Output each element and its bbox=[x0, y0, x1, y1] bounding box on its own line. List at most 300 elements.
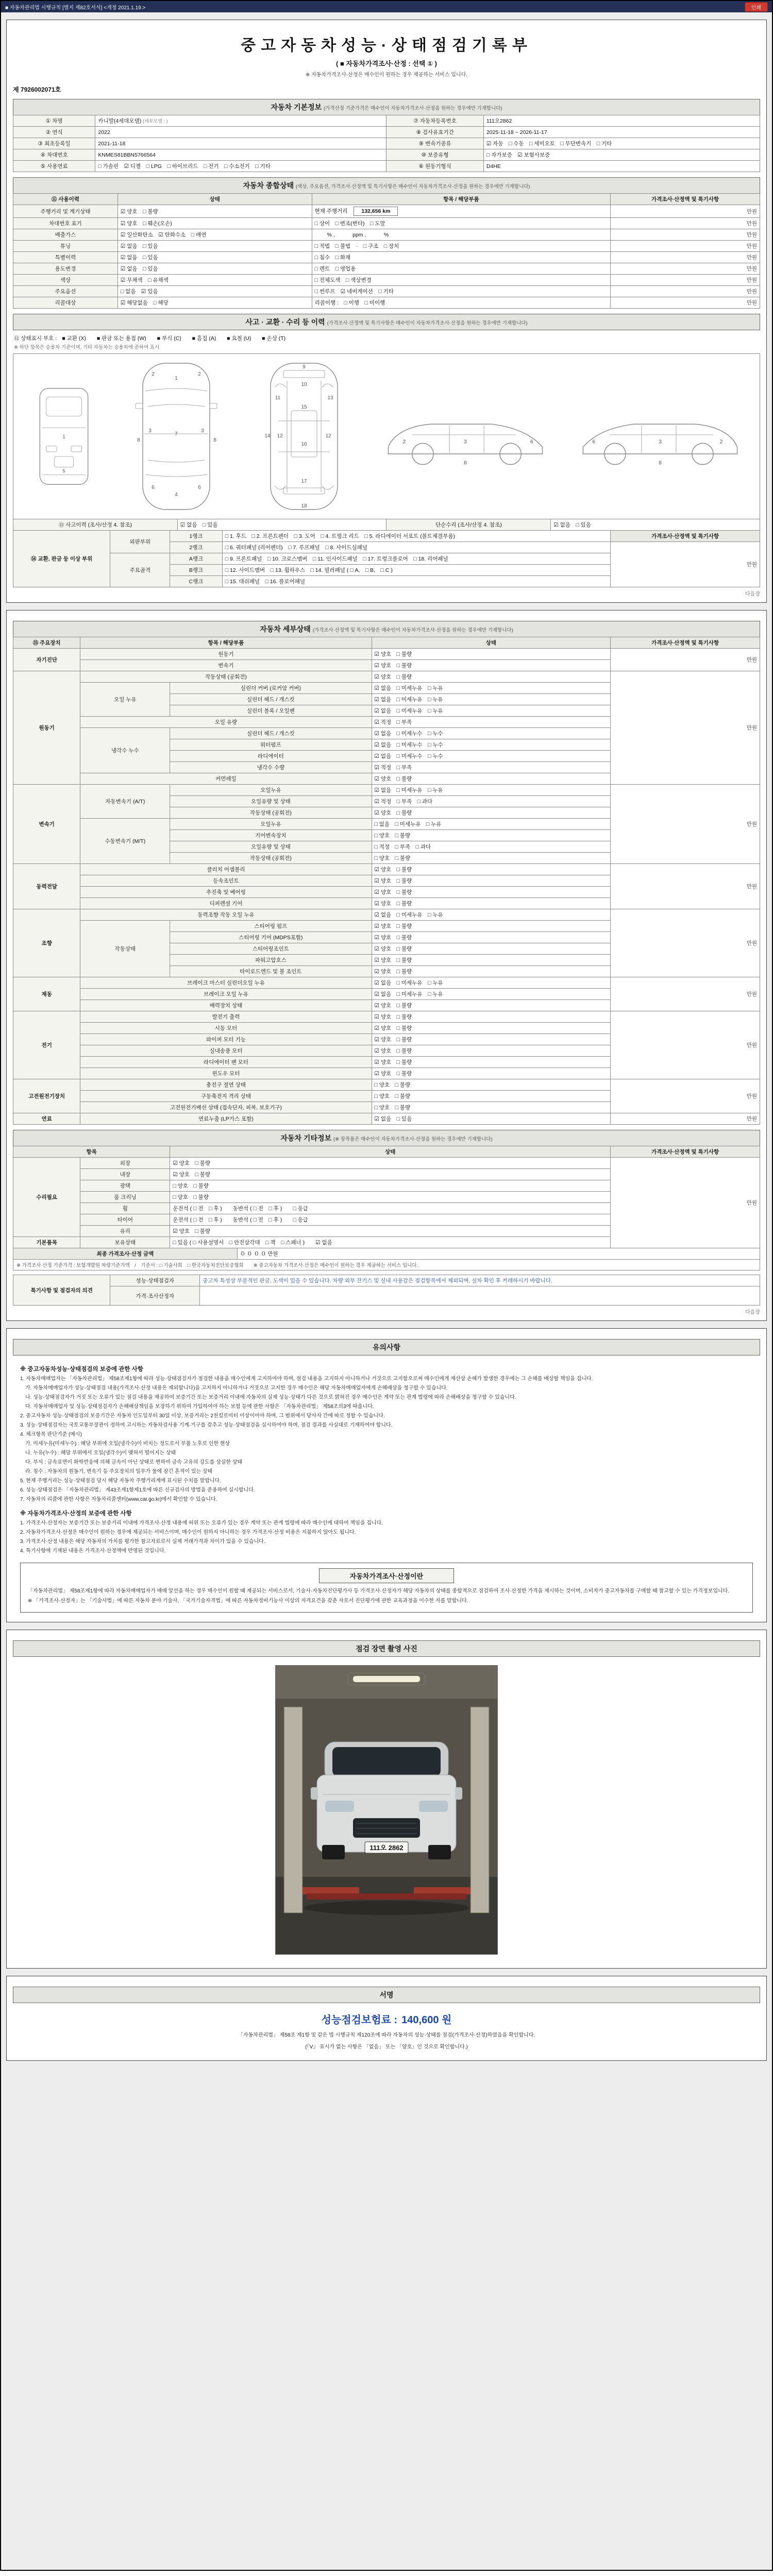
notes-heading-2: ※ 자동차가격조사·산정의 보증에 관한 사항 bbox=[20, 1511, 132, 1517]
section-misc-header bbox=[13, 1130, 760, 1146]
item-cell: □ 상이 □ 변조(변타) □ 도말 bbox=[312, 218, 611, 229]
col-header: 항목 / 해당부품 bbox=[312, 194, 611, 205]
item-cell: 작동상태 (공회전) bbox=[170, 807, 372, 819]
field-label: ⑦ 자동차등록번호 bbox=[386, 115, 483, 127]
document-header bbox=[13, 25, 760, 80]
item-cell: 와이퍼 모터 기능 bbox=[80, 1034, 372, 1045]
status-cell: ☑ 양호 □ 불량 bbox=[372, 660, 611, 671]
table-row bbox=[13, 977, 760, 989]
section-detail-title: 자동차 세부상태 bbox=[260, 625, 311, 633]
item-cell: 발전기 출력 bbox=[80, 1011, 372, 1023]
panel-number: 9 bbox=[303, 364, 306, 370]
status-cell: ☑ 양호 □ 불량 bbox=[372, 1057, 611, 1068]
table-row bbox=[13, 241, 760, 252]
item-cell: 고전원전기배선 상태 (접속단자, 피복, 보호기구) bbox=[80, 1102, 372, 1113]
item-cell: 기어변속장치 bbox=[170, 830, 372, 841]
table-header-row bbox=[13, 637, 760, 649]
price-cell: 만원 bbox=[611, 542, 760, 587]
status-cell: ☑ 없음 □ 미세누유 □ 누유 bbox=[372, 909, 611, 921]
note-paragraph: 나. 누유(누수) : 해당 부위에서 오일(냉각수)이 맺혀서 떨어지는 상태 bbox=[20, 1450, 176, 1456]
item-cell: 실린더 블록 / 오일팬 bbox=[170, 705, 372, 717]
section-notes-title: 유의사항 bbox=[372, 1343, 401, 1351]
rank-items: □ 12. 사이드멤버 □ 13. 휠하우스 □ 14. 필러패널 ( □ A, □ B, □ C ) bbox=[222, 565, 610, 576]
field-label: ④ 차대번호 bbox=[13, 149, 95, 161]
section-photo-header bbox=[13, 1640, 760, 1657]
col-header: ⑮ 주요장치 bbox=[13, 637, 80, 649]
status-cell: ☑ 양호 □ 불량 bbox=[372, 1011, 611, 1023]
item-cell: 디퍼렌셜 기어 bbox=[80, 898, 372, 909]
panel-number: 2 bbox=[719, 439, 723, 445]
status-cell: ☑ 없음 □ 있음 bbox=[177, 519, 386, 531]
simple-repair-label: 단순수리 (조사/산정 4. 참조) bbox=[386, 519, 551, 531]
status-cell: □ 없음 □ 미세누유 □ 누유 bbox=[372, 819, 611, 830]
field-label: ⑧ 검사유효기간 bbox=[386, 127, 483, 138]
panel-detail-misc bbox=[6, 610, 767, 1321]
col-header: 항목 bbox=[13, 1146, 170, 1158]
section-basic-header bbox=[13, 99, 760, 115]
status-cell: ☑ 없음 □ 있음 bbox=[117, 263, 312, 275]
item-cell: 오일 유량 bbox=[80, 717, 372, 728]
rank-cell: 2랭크 bbox=[170, 542, 222, 553]
parts-section-label: ⑭ 교환, 판금 등 이상 부위 bbox=[13, 531, 110, 587]
mileage-value: 132,656 km bbox=[354, 207, 398, 216]
device-group: 조향 bbox=[13, 909, 80, 977]
item-cell: 라디에이터 bbox=[170, 751, 372, 762]
overall-status-table bbox=[13, 193, 760, 309]
table-row bbox=[13, 1011, 760, 1023]
panel-number: 14 bbox=[264, 433, 271, 439]
appraiser-comment bbox=[200, 1286, 760, 1306]
outer-panel-label: 외판부위 bbox=[110, 531, 170, 553]
subgroup-cell: 자동변속기 (A/T) bbox=[80, 785, 170, 819]
item-cell: 파워고압호스 bbox=[170, 955, 372, 966]
price-cell: 만원 bbox=[611, 229, 760, 241]
status-cell: ☑ 없음 □ 있음 bbox=[117, 252, 312, 263]
panel-number: 4 bbox=[175, 492, 178, 498]
status-cell: ☑ 양호 □ 불량 bbox=[372, 864, 611, 875]
next-page-label: 다음장 bbox=[745, 1310, 760, 1315]
col-header: 가격조사·산정액 및 특기사항 bbox=[611, 1146, 760, 1158]
mileage-label: 현재 주행거리 bbox=[314, 208, 348, 214]
price-cell: 만원 bbox=[611, 977, 760, 1011]
status-cell: ☑ 양호 □ 불량 bbox=[117, 205, 312, 218]
status-cell: □ 없음 ☑ 있음 bbox=[117, 286, 312, 297]
panel-number: 17 bbox=[301, 479, 307, 484]
inspection-premium bbox=[322, 2011, 452, 2026]
inspector-comment: 중고차 특성상 부분적인 판금, 도색이 있을 수 있습니다. 차량 외부 잔기스 및 실내 사용감은 점검항목에서 제외되며, 실차 확인 후 거래하시기 바랍니다. bbox=[200, 1275, 760, 1286]
table-row bbox=[13, 127, 760, 138]
rank-items: □ 9. 프론트패널 □ 10. 크로스멤버 □ 11. 인사이드패널 □ 17. 트렁크플로어 □ 18. 리어패널 bbox=[222, 553, 610, 565]
table-row bbox=[13, 1113, 760, 1125]
price-cell: 만원 bbox=[611, 785, 760, 864]
rank-items: □ 1. 후드 □ 2. 프론트펜더 □ 3. 도어 □ 4. 트렁크 리드 □ 5. 라디에이터 서포트 (볼트체결부품) bbox=[222, 531, 610, 542]
info-box-title: 자동차가격조사·산정이란 bbox=[319, 1568, 454, 1583]
frame-label: 주요골격 bbox=[110, 553, 170, 587]
status-cell: ☑ 일산화탄소 ☑ 탄화수소 □ 매연 bbox=[117, 229, 312, 241]
price-cell: 만원 bbox=[611, 263, 760, 275]
status-cell: ☑ 없음 □ 있음 bbox=[117, 241, 312, 252]
panel-number: 8 bbox=[659, 460, 662, 466]
remarks-label: 특기사항 및 점검자의 의견 bbox=[13, 1275, 110, 1306]
section-overall-title: 자동차 종합상태 bbox=[243, 181, 294, 190]
row-label: 주요옵션 bbox=[13, 286, 118, 297]
note-paragraph: 라. 침수 : 자동차의 원동기, 변속기 등 주요장치의 일부가 물에 잠긴 흔적이 있는 상태 bbox=[20, 1469, 213, 1475]
col-header: 상태 bbox=[170, 1146, 611, 1158]
field-label: ② 연식 bbox=[13, 127, 95, 138]
item-cell: 오일유량 및 상태 bbox=[170, 841, 372, 853]
status-cell: ☑ 없음 □ 미세누유 □ 누유 bbox=[372, 977, 611, 989]
field-label: ③ 최초등록일 bbox=[13, 138, 95, 149]
device-group: 원동기 bbox=[13, 671, 80, 785]
car-diagram-left-side bbox=[380, 400, 550, 472]
table-row bbox=[13, 205, 760, 218]
appraiser-role: 가격·조사산정자 bbox=[110, 1286, 200, 1306]
item-cell: □ 적법 □ 불법 · □ 구조 □ 장치 bbox=[312, 241, 611, 252]
section-overall-header bbox=[13, 177, 760, 194]
item-cell: □ 렌트 □ 영업용 bbox=[312, 263, 611, 275]
panel-number: 3 bbox=[659, 439, 662, 445]
table-row bbox=[13, 275, 760, 286]
item-cell: 동력조향 작동 오일 누유 bbox=[80, 909, 372, 921]
item-cell: 휠 bbox=[80, 1203, 170, 1214]
status-cell: ☑ 없음 □ 미세누수 □ 누수 bbox=[372, 739, 611, 751]
device-group: 전기 bbox=[13, 1011, 80, 1079]
status-cell: ☑ 양호 □ 불량 bbox=[372, 1045, 611, 1057]
info-box-note: ※ 「가격조사·산정자」는 「기술사법」에 따른 자동차 분야 기술사, 「국가기술자격법」에 따른 자동차정비기능사 이상의 자격요건을 갖춘 자로서 진단평가에 관한 교육과정을 이수한 자를 말합니다. bbox=[28, 1598, 468, 1604]
row-label: 리콜대상 bbox=[13, 297, 118, 309]
premium-label: 성능점검보험료 : bbox=[321, 2014, 398, 2026]
table-row bbox=[13, 1286, 760, 1306]
note-paragraph: 가. 자동차매매업자가 성능·상태점검 내용(가격조사·산정 내용은 제외합니다)을 고지하지 아니하거나 거짓으로 고지한 경우 매수인은 해당 자동차매매업자에게 손해배상을 청구할 수 있습니다. bbox=[20, 1385, 448, 1391]
inspection-photo-wrap bbox=[13, 1657, 760, 1963]
rank-cell: B랭크 bbox=[170, 565, 222, 576]
status-cell: ☑ 적정 □ 부족 bbox=[372, 762, 611, 773]
device-group: 고전원전기장치 bbox=[13, 1079, 80, 1113]
table-row bbox=[13, 229, 760, 241]
field-label: ① 차명 bbox=[13, 115, 95, 127]
status-cell: ☑ 없음 □ 미세누수 □ 누수 bbox=[372, 728, 611, 739]
mileage-cell bbox=[312, 205, 611, 218]
item-cell: 보유상태 bbox=[80, 1237, 170, 1248]
table-row bbox=[13, 286, 760, 297]
item-cell: □ 썬루프 ☑ 네비게이션 □ 기타 bbox=[312, 286, 611, 297]
field-value: ☑ 자동 □ 수동 □ 세미오토 □ 무단변속기 □ 기타 bbox=[483, 138, 760, 149]
rank-cell: A랭크 bbox=[170, 553, 222, 565]
item-cell: □ 침수 □ 화재 bbox=[312, 252, 611, 263]
status-cell: ☑ 무채색 □ 유채색 bbox=[117, 275, 312, 286]
table-row bbox=[13, 531, 760, 542]
field-value: □ 자가보증 ☑ 보험사보증 bbox=[483, 149, 760, 161]
status-cell: ☑ 없음 □ 미세누유 □ 누유 bbox=[372, 785, 611, 796]
price-appraisal-info-box bbox=[20, 1563, 753, 1613]
inspector-role: 성능·상태점검자 bbox=[110, 1275, 200, 1286]
item-cell: 오일누유 bbox=[170, 819, 372, 830]
table-row bbox=[13, 909, 760, 921]
panel-number: 1 bbox=[62, 434, 65, 439]
panel-number: 18 bbox=[301, 503, 307, 509]
row-label: 차대번호 표기 bbox=[13, 218, 118, 229]
price-cell: 만원 bbox=[611, 671, 760, 785]
device-group: 자기진단 bbox=[13, 649, 80, 671]
basic-info-table bbox=[13, 115, 760, 172]
price-cell: 만원 bbox=[611, 649, 760, 671]
status-cell: □ 적정 □ 부족 □ 과다 bbox=[372, 841, 611, 853]
item-cell: 실린더 헤드 / 개스킷 bbox=[170, 728, 372, 739]
subgroup-cell: 작동상태 bbox=[80, 921, 170, 977]
status-cell: ☑ 적정 □ 부족 bbox=[372, 717, 611, 728]
state-symbol-legend: ⑫ 상태표시 부호 : ■ 교환 (X) ■ 판금 또는 용접 (W) ■ 부식 (C) ■ 흠집 (A) ■ 요철 (U) ■ 손상 (T) bbox=[14, 335, 286, 342]
panel-photo bbox=[6, 1630, 767, 1969]
state-symbol-legend-note: ※ 하단 항목은 승용차 기준이며, 기타 자동차는 승용차에 준하여 표시 bbox=[14, 345, 160, 350]
section-basic-title: 자동차 기본정보 bbox=[271, 103, 322, 111]
row-label: 용도변경 bbox=[13, 263, 118, 275]
section-accident-note: (가격조사·산정액 및 특기사항은 매수인이 자동차가격조사·산정을 원하는 경우에만 기재합니다) bbox=[327, 320, 528, 326]
table-row bbox=[13, 115, 760, 127]
status-cell: □ 양호 □ 불량 bbox=[170, 1180, 611, 1192]
price-cell: 만원 bbox=[611, 297, 760, 309]
table-row bbox=[13, 297, 760, 309]
table-row bbox=[13, 1275, 760, 1286]
row-label: 특별이력 bbox=[13, 252, 118, 263]
device-group: 제동 bbox=[13, 977, 80, 1011]
section-detail-note: (가격조사·산정액 및 특기사항은 매수인이 자동차가격조사·산정을 원하는 경우에만 기재합니다) bbox=[312, 628, 513, 633]
table-header-row bbox=[13, 194, 760, 205]
price-cell: 만원 bbox=[611, 218, 760, 229]
car-diagram-top bbox=[125, 359, 228, 514]
status-cell: ☑ 양호 □ 불량 bbox=[372, 671, 611, 683]
item-cell: 타이어 bbox=[80, 1214, 170, 1226]
table-row bbox=[13, 138, 760, 149]
item-cell: 실린더 헤드 / 개스킷 bbox=[170, 694, 372, 705]
final-price-value: ０ ０ ０ ０ 만원 bbox=[237, 1248, 760, 1260]
table-row bbox=[13, 864, 760, 875]
item-cell: 냉각수 수량 bbox=[170, 762, 372, 773]
section-basic-note: (가격산정 기준가격은 매수인이 자동차가격조사·산정을 원하는 경우에만 기재합니다) bbox=[323, 106, 502, 111]
table-row bbox=[13, 263, 760, 275]
panel-number: 1 bbox=[175, 376, 178, 381]
form-reference-text: ■ 자동차관리법 시행규칙 [별지 제82호서식] <개정 2021.1.19.> bbox=[5, 5, 146, 11]
panel-number: 11 bbox=[275, 395, 281, 401]
item-cell: 구동축전지 격리 상태 bbox=[80, 1091, 372, 1102]
license-plate: 111오 2862 bbox=[369, 1844, 404, 1852]
status-cell: ☑ 양호 □ 불량 bbox=[372, 1068, 611, 1079]
item-cell: 브레이크 마스터 실린더오일 누유 bbox=[80, 977, 372, 989]
field-value: D4HE bbox=[483, 161, 760, 172]
section-detail-header bbox=[13, 621, 760, 637]
note-paragraph: 3. 성능·상태점검자는 국토교통부장관이 정하여 고시하는 자동차검사용 기계·기구를 갖추고 성능·상태점검을 실시하여야 하며, 점검 결과를 사실대로 기재하여야 합니다. bbox=[20, 1422, 393, 1428]
item-cell: 원동기 bbox=[80, 649, 372, 660]
note-paragraph: 다. 자동차매매업자 및 성능·상태점검자가 손해배상책임을 보장하기 위하여 가입하여야 하는 보험 등에 관한 사항은 「자동차관리법」 제58조의3에 따릅니다. bbox=[20, 1404, 374, 1410]
table-row bbox=[13, 218, 760, 229]
table-row bbox=[13, 649, 760, 660]
note-paragraph: 7. 자동차의 리콜에 관한 사항은 자동차리콜센터(www.car.go.kr)에서 확인할 수 있습니다. bbox=[20, 1497, 217, 1502]
status-cell: ☑ 양호 □ 불량 bbox=[170, 1158, 611, 1169]
panel-basic-overall-accident bbox=[6, 20, 767, 603]
panel-number: 8 bbox=[464, 460, 467, 466]
price-cell: 만원 bbox=[611, 1113, 760, 1125]
table-row bbox=[13, 785, 760, 796]
signature-body bbox=[13, 2003, 760, 2055]
field-value: 카니발(4세대모델) (세부모델 : ) bbox=[95, 115, 386, 127]
price-cell: 만원 bbox=[611, 252, 760, 263]
note-paragraph: 1. 가격조사·산정자는 보증기간 또는 보증거리 이내에 가격조사·산정 내용에 허위 또는 오류가 있는 경우 계약 또는 관계 법령에 따라 매수인에 대하여 책임을 집니다. bbox=[20, 1520, 383, 1526]
price-cell: 만원 bbox=[611, 1011, 760, 1079]
panel-number: 16 bbox=[301, 442, 307, 447]
field-value: 2021-11-18 bbox=[95, 138, 386, 149]
section-misc-title: 자동차 기타정보 bbox=[280, 1134, 332, 1142]
item-cell: % , ppm , % bbox=[312, 229, 611, 241]
final-price-note: ※ 가격조사·산정 기준가격 : 보험개발원 차량기준가액 / 기준서 : □ 기술사회 □ 한국자동차진단보증협회 ※ 중고자동차 가격조사·산정은 매수인이 원하는 경우 제공하는 서비스 입니다. bbox=[13, 1260, 760, 1270]
status-cell: ☑ 양호 □ 불량 bbox=[170, 1226, 611, 1237]
car-diagram-front bbox=[28, 369, 100, 503]
accident-history-table bbox=[13, 519, 760, 531]
field-value: 111오2862 bbox=[483, 115, 760, 127]
car-diagram-underbody bbox=[253, 359, 356, 514]
field-label: ⑩ 보증유형 bbox=[386, 149, 483, 161]
panel-notes bbox=[6, 1328, 767, 1622]
item-cell: 배력장치 상태 bbox=[80, 1000, 372, 1011]
status-cell: ☑ 양호 □ 불량 bbox=[372, 943, 611, 955]
field-value: 2022 bbox=[95, 127, 386, 138]
status-cell: □ 양호 □ 불량 bbox=[372, 853, 611, 864]
print-button[interactable]: 인쇄 bbox=[745, 2, 768, 12]
misc-group: 수리필요 bbox=[13, 1158, 80, 1237]
status-cell: ☑ 양호 □ 불량 bbox=[372, 898, 611, 909]
col-header: 상태 bbox=[117, 194, 312, 205]
item-cell: 내장 bbox=[80, 1169, 170, 1180]
remarks-table bbox=[13, 1275, 760, 1306]
panel-number: 10 bbox=[301, 382, 307, 387]
panel-number: 2 bbox=[198, 371, 201, 377]
status-cell: ☑ 양호 □ 불량 bbox=[372, 1034, 611, 1045]
status-cell: 운전석 ( □ 전 □ 후 ) 동반석 ( □ 전 □ 후 ) □ 응급 bbox=[170, 1214, 611, 1226]
note-paragraph: 2. 자동차가격조사·산정은 매수인이 원하는 경우에 제공되는 서비스이며, 매수인이 원하지 아니하는 경우 가격조사·산정 비용은 지불하지 않아도 됩니다. bbox=[20, 1530, 356, 1535]
final-price-label: 최종 가격조사·산정 금액 bbox=[13, 1248, 238, 1260]
note-paragraph: 4. 특기사항에 기재된 내용은 가격조사·산정액에 반영된 것입니다. bbox=[20, 1548, 166, 1554]
title-note: ※ 자동차가격조사·산정은 매수인이 원하는 경우 제공하는 서비스 입니다. bbox=[305, 72, 468, 78]
table-row bbox=[13, 161, 760, 172]
table-row bbox=[13, 149, 760, 161]
item-cell: 스티어링조인트 bbox=[170, 943, 372, 955]
item-cell: 충전구 절연 상태 bbox=[80, 1079, 372, 1091]
car-diagram-right-side bbox=[575, 400, 745, 472]
col-header: 가격조사·산정액 및 특기사항 bbox=[611, 637, 760, 649]
col-header: ⑪ 사용이력 bbox=[13, 194, 118, 205]
row-label: 주행거리 및 계기상태 bbox=[13, 205, 118, 218]
panel-number: 5 bbox=[62, 468, 65, 473]
price-cell: 만원 bbox=[611, 1158, 760, 1248]
field-value: □ 가솔린 ☑ 디젤 □ LPG □ 하이브리드 □ 전기 □ 수소전기 □ 기타 bbox=[95, 161, 386, 172]
status-cell: ☑ 없음 □ 미세누유 □ 누유 bbox=[372, 989, 611, 1000]
item-cell: 유리 bbox=[80, 1226, 170, 1237]
device-group: 연료 bbox=[13, 1113, 80, 1125]
panel-number: 3 bbox=[464, 439, 467, 445]
status-cell: ☑ 양호 □ 불량 bbox=[372, 955, 611, 966]
price-cell: 만원 bbox=[611, 286, 760, 297]
item-cell: 실린더 커버 (로커암 커버) bbox=[170, 683, 372, 694]
signature-note: (『Ⅴ』 표시가 없는 사항은 「없음」 또는 「양호」인 것으로 확인합니다.) bbox=[305, 2044, 468, 2050]
notes-heading-1: ※ 중고자동차성능·상태점검의 보증에 관한 사항 bbox=[20, 1366, 143, 1372]
field-label: ⑥ 원동기형식 bbox=[386, 161, 483, 172]
note-paragraph: 나. 성능·상태점검자가 거짓 또는 오류가 있는 점검 내용을 제공하여 보증기간 또는 보증거리 이내에 자동차의 실제 성능·상태가 다른 것으로 밝혀진 경우 매수인은 계약 또는 관계 법령에 따라 손해배상을 청구할 수 있습니다. bbox=[20, 1395, 516, 1400]
price-cell: 만원 bbox=[611, 1079, 760, 1113]
status-cell: □ 양호 □ 불량 bbox=[372, 1091, 611, 1102]
row-label: 색상 bbox=[13, 275, 118, 286]
section-sign-header bbox=[13, 1987, 760, 2003]
panel-number: 6 bbox=[592, 439, 595, 445]
misc-info-table bbox=[13, 1146, 760, 1248]
status-cell: ☑ 없음 □ 있음 bbox=[372, 1113, 611, 1125]
item-cell: 작동상태 (공회전) bbox=[80, 671, 372, 683]
note-paragraph: 가. 미세누유(미세누수) : 해당 부위에 오일(냉각수)이 비치는 정도로서 부품 노후로 인한 현상 bbox=[20, 1441, 230, 1447]
item-cell: 광택 bbox=[80, 1180, 170, 1192]
info-box-text: 「자동차관리법」 제58조제1항에 따라 자동차매매업자가 매매 알선을 하는 경우 매수인이 원할 때 제공되는 서비스로서, 기술사·자동차진단평가사 등 가격조사·산정자가 해당 자동차의 상태를 종합적으로 점검하여 조사·산정한 가격을 제시하는 것이며, 소비자가 중고자동차를 구매할 때 참고할 수 있는 가격정보입니다. bbox=[28, 1588, 730, 1594]
exchange-parts-table bbox=[13, 530, 760, 587]
item-cell: 커먼레일 bbox=[80, 773, 372, 785]
panel-number: 13 bbox=[327, 395, 333, 401]
status-cell: ☑ 양호 □ 불량 bbox=[372, 932, 611, 943]
item-cell: 작동상태 (공회전) bbox=[170, 853, 372, 864]
row-label: 튜닝 bbox=[13, 241, 118, 252]
panel-number: 2 bbox=[402, 439, 406, 445]
signature-statement: 「자동차관리법」 제58조 제1항 및 같은 법 시행규칙 제120조에 따라 자동차의 성능·상태를 점검(가격조사·산정)하였음을 확인합니다. bbox=[238, 2032, 535, 2038]
table-row bbox=[13, 671, 760, 683]
col-header: 항목 / 해당부품 bbox=[80, 637, 372, 649]
panel-number: 3 bbox=[201, 428, 204, 434]
row-label: 배출가스 bbox=[13, 229, 118, 241]
section-photo-title: 점검 장면 촬영 사진 bbox=[356, 1645, 417, 1653]
item-cell: 실내송풍 모터 bbox=[80, 1045, 372, 1057]
price-cell: 만원 bbox=[611, 275, 760, 286]
status-cell: ☑ 양호 □ 불량 bbox=[372, 807, 611, 819]
device-group: 동력전달 bbox=[13, 864, 80, 909]
section-accident-title: 사고 · 교환 · 수리 등 이력 bbox=[245, 318, 325, 326]
status-cell: ☑ 없음 □ 미세누유 □ 누유 bbox=[372, 694, 611, 705]
table-row bbox=[13, 1158, 760, 1169]
title-subtitle: ( ■ 자동차가격조사·산정 : 선택 ① ) bbox=[336, 60, 437, 67]
panel-number: 12 bbox=[277, 433, 283, 439]
panel-number: 6 bbox=[530, 439, 533, 445]
section-misc-note: (※ 장착품은 매수인이 자동차가격조사·산정을 원하는 경우에만 기재합니다) bbox=[333, 1137, 493, 1142]
panel-number: 3 bbox=[148, 428, 152, 434]
item-cell: 워터펌프 bbox=[170, 739, 372, 751]
status-cell: ☑ 양호 □ 불량 bbox=[372, 875, 611, 887]
status-cell: ☑ 해당없음 □ 해당 bbox=[117, 297, 312, 309]
note-paragraph: 1. 자동차매매업자는 「자동차관리법」 제58조제1항에 따라 성능·상태점검자가 점검한 내용을 매수인에게 고지하여야 하며, 점검 내용을 고지하지 아니하거나 거짓으로 고지함으로써 매수인에게 재산상 손해가 발생한 경우에는 그 손해를 배상할 책임을 집니다. bbox=[20, 1376, 593, 1382]
status-cell: ☑ 양호 □ 불량 bbox=[372, 1000, 611, 1011]
section-notes-header bbox=[13, 1339, 760, 1355]
note-paragraph: 4. 체크항목 판단기준 (예시) bbox=[20, 1432, 82, 1437]
status-cell: ☑ 없음 □ 있음 bbox=[551, 519, 760, 531]
status-cell: □ 양호 □ 불량 bbox=[170, 1192, 611, 1203]
status-cell: ☑ 적정 □ 부족 □ 과다 bbox=[372, 796, 611, 807]
status-cell: □ 양호 □ 불량 bbox=[372, 1079, 611, 1091]
item-cell: 변속기 bbox=[80, 660, 372, 671]
top-bar bbox=[1, 1, 772, 12]
item-cell: 연료누출 (LP가스 포함) bbox=[80, 1113, 372, 1125]
panel-number: 12 bbox=[325, 433, 331, 439]
detail-status-table bbox=[13, 637, 760, 1125]
item-cell: 외장 bbox=[80, 1158, 170, 1169]
price-cell: 만원 bbox=[611, 864, 760, 909]
section-sign-title: 서명 bbox=[379, 1991, 394, 1999]
note-paragraph: 다. 부식 : 금속표면이 화학반응에 의해 금속이 아닌 상태로 변하여 금속 고유의 강도를 상실한 상태 bbox=[20, 1460, 243, 1465]
item-cell: 스티어링 펌프 bbox=[170, 921, 372, 932]
subgroup-cell: 수동변속기 (M/T) bbox=[80, 819, 170, 864]
status-cell: ☑ 양호 □ 훼손(오손) bbox=[117, 218, 312, 229]
section-accident-header bbox=[13, 314, 760, 330]
status-cell: □ 양호 □ 불량 bbox=[372, 830, 611, 841]
